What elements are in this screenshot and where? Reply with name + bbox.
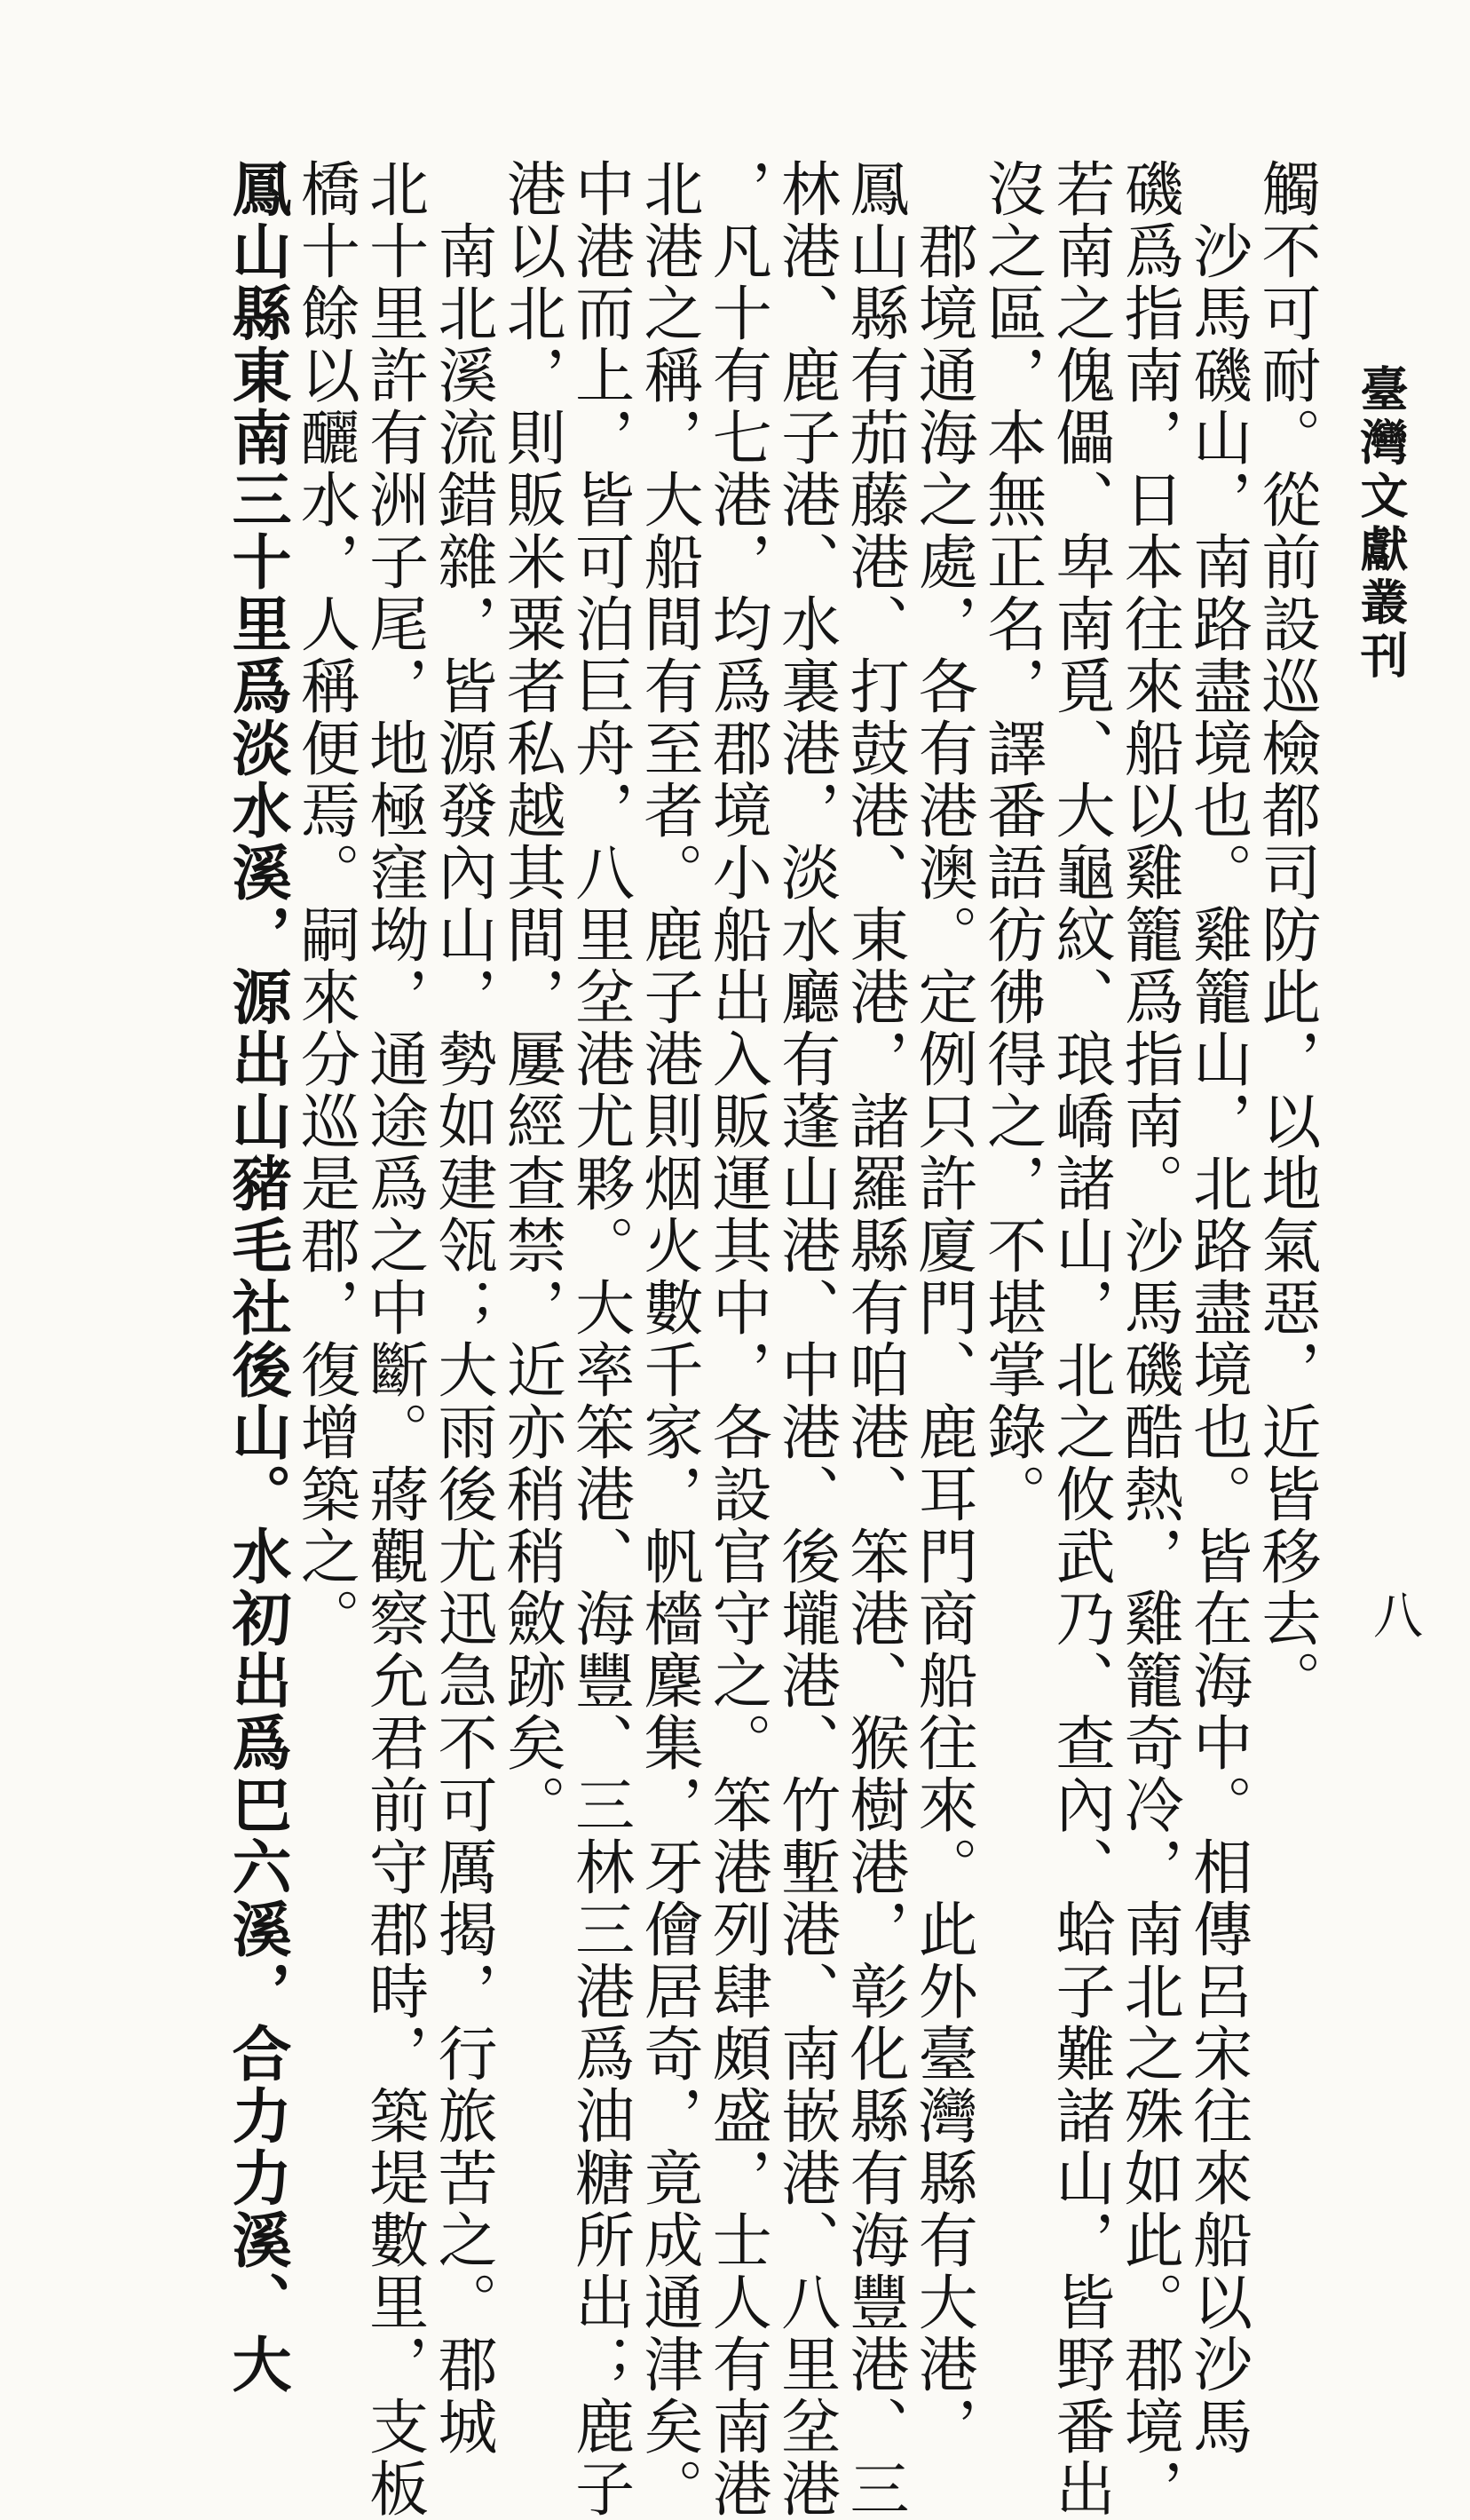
text-column: 磯爲指南，日本往來船以雞籠爲指南。沙馬磯酷熱，雞籠奇冷，南北之殊如此。郡境， bbox=[1115, 158, 1185, 2520]
text-column: 北港之稱，大船間有至者。鹿子港則烟火數千家，帆檣麇集，牙儈居奇，竟成通津矣。 bbox=[634, 158, 704, 2520]
vertical-text-body bbox=[223, 158, 1322, 2520]
text-column: 鳳山縣有茄藤港、打鼓港、東港，諸羅縣有㕷港、笨港、猴樹港，彰化縣有海豐港、三 bbox=[840, 158, 910, 2520]
text-column: 沙馬磯山，南路盡境也。雞籠山，北路盡境也。皆在海中。相傳呂宋往來船以沙馬 bbox=[1183, 158, 1253, 2458]
text-column: 港以北，則販米粟者私越其間，屢經查禁，近亦稍稍斂跡矣。 bbox=[497, 158, 567, 1836]
running-header-title: 臺灣文獻叢刊 bbox=[1353, 364, 1410, 684]
text-column: 橋十餘以釃水，人稱便焉。嗣來分巡是郡，復增築之。 bbox=[291, 158, 361, 1650]
text-column: 觸不可耐。從前設巡檢都司防此，以地氣惡，近皆移去。 bbox=[1252, 158, 1322, 1712]
text-column: 沒之區，本無正名，譯番語彷彿得之，不堪掌錄。 bbox=[977, 158, 1047, 1525]
text-column: 南北溪流錯雜，皆源發內山，勢如建瓴；大雨後尤迅急不可厲揭，行旅苦之。郡城 bbox=[428, 158, 498, 2458]
section-heading-column: 鳳山縣東南三十里爲淡水溪，源出山豬毛社後山。水初出爲巴六溪，合力力溪、大 bbox=[223, 158, 293, 2396]
page-number: 八 bbox=[1365, 1589, 1423, 1639]
text-column: 林港、鹿子港、水裏港，淡水廳有蓬山港、中港、後壠港、竹塹港、南嵌港、八里坌港 bbox=[771, 158, 842, 2520]
text-column: 中港而上，皆可泊巨舟，八里坌港尤夥。大率笨港、海豐、三林三港爲油糖所出；鹿子 bbox=[565, 158, 636, 2520]
text-column: ，凡十有七港，均爲郡境小船出入販運其中，各設官守之。笨港列肆頗盛，士人有南港 bbox=[703, 158, 773, 2520]
text-column: 郡境通海之處，各有港澳。定例只許廈門、鹿耳門商船往來。此外臺灣縣有大港， bbox=[909, 158, 979, 2458]
text-column: 北十里許有洲子尾，地極窪坳，通途爲之中斷。蔣觀察允君前守郡時，築堤數里，支板 bbox=[360, 158, 430, 2520]
text-column: 若南之傀儡、卑南覓、大龜紋、琅嶠諸山，北之攸武乃、查內、蛤子難諸山，皆野番出 bbox=[1046, 158, 1116, 2520]
